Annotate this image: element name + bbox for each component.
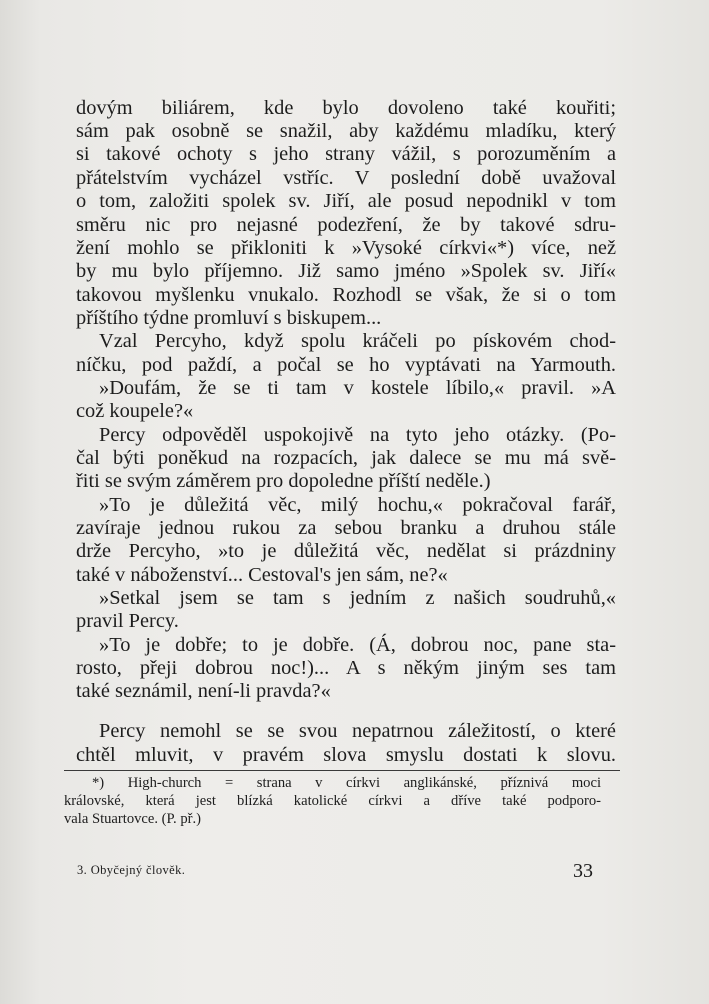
text-line: rosto, přeji dobrou noc!)... A s někým jiným ses tam: [76, 657, 616, 679]
paragraph-first-line: Percy nemohl se se svou nepatrnou záležitostí, o které: [99, 720, 616, 742]
footnote-rule: [64, 770, 620, 771]
text-line: také v náboženství... Cestoval's jen sám, ne?«: [76, 564, 448, 586]
footnote-line: *) High-church = strana v církvi anglikánské, příznivá moci: [92, 775, 601, 791]
page-number: 33: [573, 860, 593, 882]
paragraph-first-line: »To je dobře; to je dobře. (Á, dobrou noc, pane sta-: [99, 634, 616, 656]
printer-signature: 3. Obyčejný člověk.: [77, 863, 186, 877]
text-line: čal býti poněkud na rozpacích, jak dalece se mu má svě-: [76, 447, 616, 469]
text-line: takovou myšlenku vnukalo. Rozhodl se však, že si o tom: [76, 284, 616, 306]
paragraph-first-line: Vzal Percyho, když spolu kráčeli po pískovém chod-: [99, 330, 616, 352]
text-line: dovým biliárem, kde bylo dovoleno také kouřiti;: [76, 97, 616, 119]
text-line: příštího týdne promluví s biskupem...: [76, 307, 382, 329]
text-line: pravil Percy.: [76, 610, 179, 632]
text-line: zavíraje jednou rukou za sebou branku a druhou stále: [76, 517, 616, 539]
text-line: si takové ochoty s jeho strany vážil, s porozuměním a: [76, 143, 616, 165]
text-line: sám pak osobně se snažil, aby každému mladíku, který: [76, 120, 616, 142]
text-line: přátelstvím vycházel vstříc. V poslední době uvažoval: [76, 167, 616, 189]
paragraph-first-line: »Doufám, že se ti tam v kostele líbilo,« pravil. »A: [99, 377, 616, 399]
text-line: směru nic pro nejasné podezření, že by takové sdru-: [76, 214, 616, 236]
footnote-line: královské, která jest blízká katolické církvi a dříve také podporo-: [64, 793, 601, 809]
text-line: níčku, pod paždí, a počal se ho vyptávati na Yarmouth.: [76, 354, 616, 376]
footnote-line: vala Stuartovce. (P. př.): [64, 811, 201, 827]
paragraph-first-line: »Setkal jsem se tam s jedním z našich soudruhů,«: [99, 587, 616, 609]
text-line: řiti se svým záměrem pro dopoledne příští neděle.): [76, 470, 491, 492]
text-line: chtěl mluvit, v pravém slova smyslu dostati k slovu.: [76, 744, 616, 766]
text-line: by mu bylo příjemno. Již samo jméno »Spolek sv. Jiří«: [76, 260, 616, 282]
text-line: také seznámil, není-li pravda?«: [76, 680, 331, 702]
paragraph-first-line: »To je důležitá věc, milý hochu,« pokračoval farář,: [99, 494, 616, 516]
paragraph-first-line: Percy odpověděl uspokojivě na tyto jeho otázky. (Po-: [99, 424, 616, 446]
text-line: drže Percyho, »to je důležitá věc, nedělat si prázdniny: [76, 540, 616, 562]
text-line: o tom, založiti spolek sv. Jiří, ale posud nepodnikl v tom: [76, 190, 616, 212]
text-line: což koupele?«: [76, 400, 194, 422]
text-line: žení mohlo se přikloniti k »Vysoké církvi«*) více, než: [76, 237, 616, 259]
